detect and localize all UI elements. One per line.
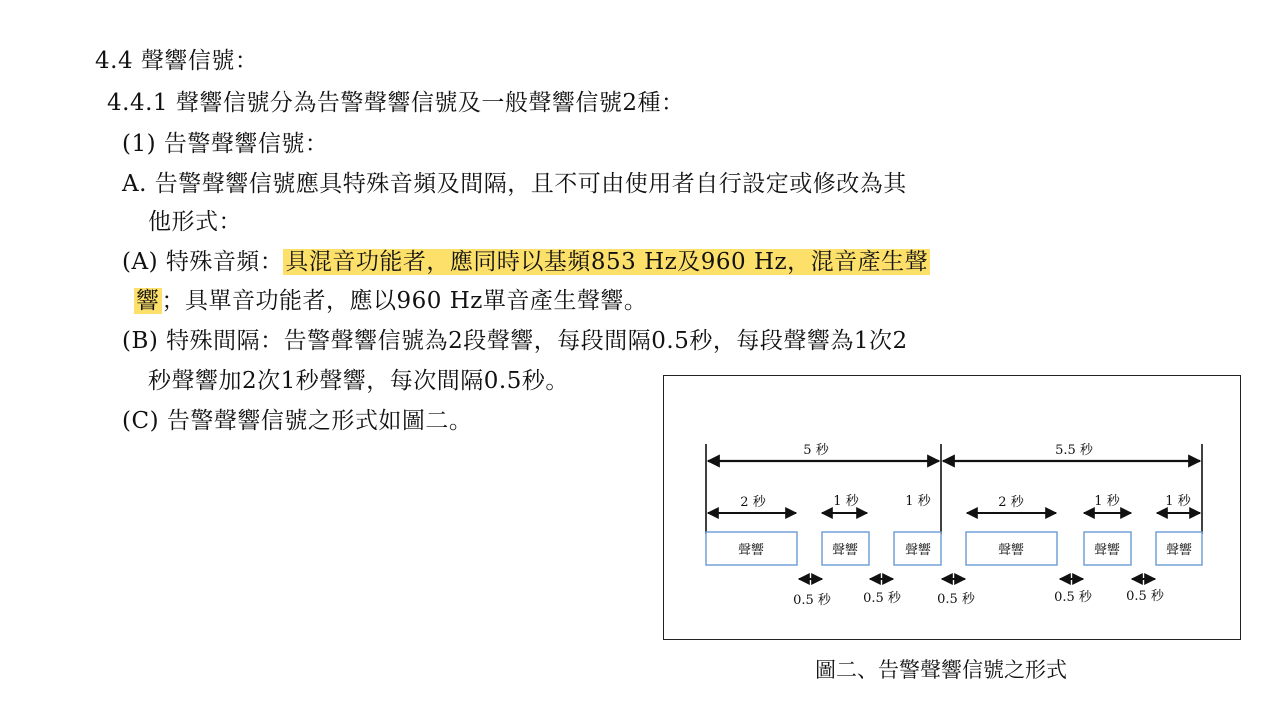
signal-timing-diagram [664,376,1242,641]
duration-label-short-4: 1 秒 [1165,494,1191,509]
paragraph-aa-line2 [134,284,647,318]
sound-box-5-label: 聲響 [1093,543,1121,558]
gap-label-2: 0.5 秒 [863,591,901,606]
duration-label-long-1: 2 秒 [740,495,766,510]
sound-box-2-label: 聲響 [831,543,859,558]
figure-caption: 圖二、告警聲響信號之形式 [815,658,1067,682]
segment2-label: 5.5 秒 [1055,443,1093,458]
subsection-heading: 4.4.1 聲響信號分為告警聲響信號及一般聲響信號2種： [107,90,685,116]
gap-label-4: 0.5 秒 [1054,590,1092,605]
paragraph-b-line2: 秒聲響加2次1秒聲響，每次間隔0.5秒。 [148,368,569,394]
sound-box-6-label: 聲響 [1165,543,1193,558]
paragraph-aa-line1 [122,245,930,279]
gap-label-3: 0.5 秒 [937,592,975,607]
gap-label-5: 0.5 秒 [1126,589,1164,604]
section-heading: 4.4 聲響信號： [95,48,259,74]
duration-label-long-2: 2 秒 [998,495,1024,510]
sound-box-3-label: 聲響 [904,543,932,558]
gap-label-1: 0.5 秒 [793,593,831,608]
sound-box-1-label: 聲響 [737,543,765,558]
duration-label-short-3: 1 秒 [1094,494,1120,509]
duration-label-short-1: 1 秒 [833,494,859,509]
paragraph-c: (C) 告警聲響信號之形式如圖二。 [122,408,473,434]
sound-box-4-label: 聲響 [997,543,1025,558]
highlighted-text-continued: 響 [136,288,160,314]
paragraph-aa-rest: ；具單音功能者，應以960 Hz單音產生聲響。 [161,288,648,314]
paragraph-aa-prefix: (A) 特殊音頻： [122,249,284,275]
figure-frame [663,375,1241,640]
item-heading: (1) 告警聲響信號： [122,131,329,157]
paragraph-b-line1: (B) 特殊間隔：告警聲響信號為2段聲響，每段間隔0.5秒，每段聲響為1次2 [122,328,908,354]
duration-label-short-2: 1 秒 [905,494,931,509]
paragraph-a-line1: A. 告警聲響信號應具特殊音頻及間隔，且不可由使用者自行設定或修改為其 [122,171,907,197]
segment1-label: 5 秒 [803,443,829,458]
paragraph-a-line2: 他形式： [148,209,242,235]
highlighted-text: 具混音功能者，應同時以基頻853 Hz及960 Hz，混音產生聲 [285,249,929,275]
